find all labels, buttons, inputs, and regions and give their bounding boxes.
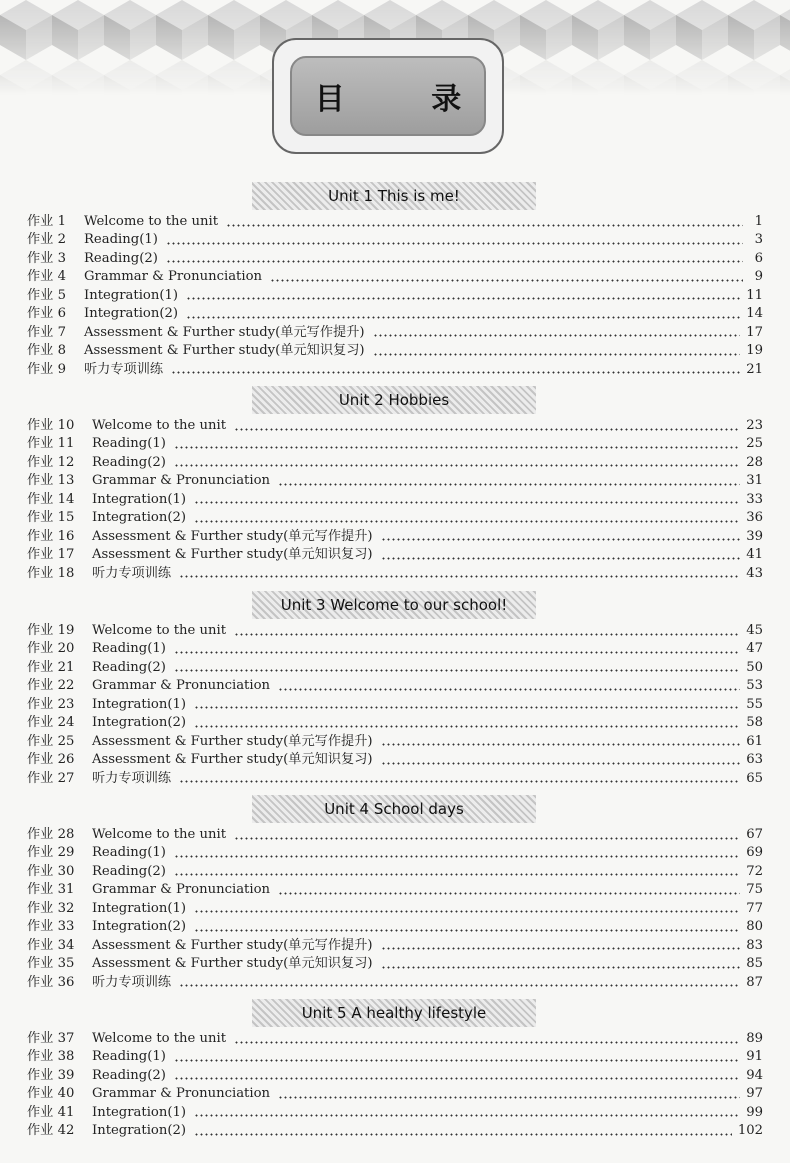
toc-entry[interactable] bbox=[27, 955, 763, 973]
homework-number: 作业 32 bbox=[27, 900, 75, 916]
dot-leader bbox=[174, 446, 740, 449]
dot-leader bbox=[179, 780, 740, 783]
page-number: 11 bbox=[746, 287, 763, 303]
homework-number: 作业 6 bbox=[27, 306, 66, 322]
dot-leader bbox=[278, 483, 740, 486]
lesson-title: Assessment & Further study(单元知识复习) bbox=[84, 343, 365, 359]
homework-number: 作业 25 bbox=[27, 733, 75, 749]
toc-entry[interactable] bbox=[27, 509, 763, 527]
dot-leader bbox=[234, 837, 740, 840]
toc-entry[interactable] bbox=[27, 268, 763, 286]
dot-leader bbox=[234, 428, 740, 431]
toc-entry[interactable] bbox=[27, 528, 763, 546]
lesson-title: Reading(1) bbox=[92, 845, 166, 861]
homework-number: 作业 21 bbox=[27, 659, 75, 675]
homework-number: 作业 31 bbox=[27, 882, 75, 898]
page-number: 23 bbox=[746, 418, 763, 433]
page-number: 28 bbox=[746, 454, 763, 470]
lesson-title: 听力专项训练 bbox=[84, 361, 164, 377]
toc-entry[interactable] bbox=[27, 863, 763, 881]
page-number: 43 bbox=[746, 565, 763, 581]
dot-leader bbox=[194, 706, 740, 709]
page-number: 1 bbox=[754, 214, 763, 229]
page-number: 80 bbox=[746, 919, 763, 935]
lesson-title: Welcome to the unit bbox=[84, 214, 219, 229]
lesson-title: Welcome to the unit bbox=[92, 1031, 227, 1046]
toc-entry[interactable] bbox=[27, 677, 763, 695]
homework-number: 作业 33 bbox=[27, 919, 75, 935]
homework-number: 作业 23 bbox=[27, 696, 75, 712]
homework-number: 作业 13 bbox=[27, 473, 75, 489]
page-number: 45 bbox=[746, 623, 763, 638]
toc-entry[interactable] bbox=[27, 881, 763, 899]
homework-number: 作业 3 bbox=[27, 250, 66, 266]
toc-entry[interactable] bbox=[27, 213, 763, 231]
lesson-title: Grammar & Pronunciation bbox=[92, 1086, 271, 1102]
lesson-title: Reading(1) bbox=[84, 232, 158, 248]
homework-number: 作业 1 bbox=[27, 214, 66, 229]
page-number: 14 bbox=[746, 306, 763, 322]
lesson-title: Welcome to the unit bbox=[92, 418, 227, 433]
unit-header: Unit 4 School days bbox=[252, 795, 536, 823]
toc-entry[interactable] bbox=[27, 1067, 763, 1085]
page-number: 87 bbox=[746, 974, 763, 990]
toc-entry[interactable] bbox=[27, 342, 763, 360]
homework-number: 作业 8 bbox=[27, 343, 66, 359]
homework-number: 作业 36 bbox=[27, 974, 75, 990]
toc-entry[interactable] bbox=[27, 324, 763, 342]
lesson-title: Integration(2) bbox=[92, 510, 187, 526]
toc-entry[interactable] bbox=[27, 361, 763, 379]
toc-entry[interactable] bbox=[27, 1085, 763, 1103]
homework-number: 作业 7 bbox=[27, 324, 66, 340]
homework-number: 作业 16 bbox=[27, 528, 75, 544]
dot-leader bbox=[179, 984, 740, 987]
toc-entry[interactable] bbox=[27, 565, 763, 583]
page-number: 53 bbox=[746, 678, 763, 694]
toc-entry[interactable] bbox=[27, 622, 763, 640]
dot-leader bbox=[278, 1096, 740, 1099]
dot-leader bbox=[174, 669, 740, 672]
dot-leader bbox=[174, 464, 740, 467]
homework-number: 作业 41 bbox=[27, 1104, 75, 1120]
page-number: 65 bbox=[746, 770, 763, 786]
homework-number: 作业 2 bbox=[27, 232, 66, 248]
homework-number: 作业 10 bbox=[27, 418, 75, 433]
page-title: 目 录 bbox=[314, 82, 500, 117]
toc-entry[interactable] bbox=[27, 844, 763, 862]
page-number: 83 bbox=[746, 937, 763, 953]
lesson-title: Grammar & Pronunciation bbox=[92, 473, 271, 489]
dot-leader bbox=[278, 688, 740, 691]
lesson-title: Grammar & Pronunciation bbox=[84, 269, 263, 285]
lesson-title: Integration(2) bbox=[92, 919, 187, 935]
lesson-title: Reading(2) bbox=[92, 1067, 166, 1083]
page-number: 47 bbox=[746, 641, 763, 657]
dot-leader bbox=[174, 873, 740, 876]
page-number: 6 bbox=[754, 250, 763, 266]
dot-leader bbox=[174, 1059, 740, 1062]
page-number: 102 bbox=[737, 1123, 763, 1139]
page-number: 9 bbox=[754, 269, 763, 285]
homework-number: 作业 18 bbox=[27, 565, 75, 581]
page-number: 89 bbox=[746, 1031, 763, 1046]
dot-leader bbox=[278, 892, 740, 895]
lesson-title: Reading(1) bbox=[92, 1049, 166, 1065]
toc-entry[interactable] bbox=[27, 659, 763, 677]
lesson-title: Integration(1) bbox=[84, 287, 179, 303]
page-number: 39 bbox=[746, 528, 763, 544]
page-number: 33 bbox=[746, 491, 763, 507]
page-number: 58 bbox=[746, 715, 763, 731]
lesson-title: 听力专项训练 bbox=[92, 974, 172, 990]
page-number: 94 bbox=[746, 1067, 763, 1083]
dot-leader bbox=[234, 1041, 740, 1044]
toc-entry[interactable] bbox=[27, 454, 763, 472]
homework-number: 作业 38 bbox=[27, 1049, 75, 1065]
dot-leader bbox=[226, 224, 743, 227]
toc-entry[interactable] bbox=[27, 918, 763, 936]
homework-number: 作业 27 bbox=[27, 770, 75, 786]
toc-entry[interactable] bbox=[27, 1104, 763, 1122]
toc-entry[interactable] bbox=[27, 1048, 763, 1066]
homework-number: 作业 28 bbox=[27, 827, 75, 842]
dot-leader bbox=[166, 260, 743, 263]
dot-leader bbox=[194, 1114, 740, 1117]
dot-leader bbox=[174, 1077, 740, 1080]
toc-entry[interactable] bbox=[27, 714, 763, 732]
toc-entry[interactable] bbox=[27, 546, 763, 564]
unit-header: Unit 2 Hobbies bbox=[252, 386, 536, 414]
homework-number: 作业 22 bbox=[27, 678, 75, 694]
toc-entry[interactable] bbox=[27, 696, 763, 714]
homework-number: 作业 26 bbox=[27, 752, 75, 768]
homework-number: 作业 39 bbox=[27, 1067, 75, 1083]
title-plate bbox=[272, 38, 504, 154]
page-number: 19 bbox=[746, 343, 763, 359]
homework-number: 作业 19 bbox=[27, 623, 75, 638]
page-number: 21 bbox=[746, 361, 763, 377]
homework-number: 作业 35 bbox=[27, 956, 75, 972]
page-number: 41 bbox=[746, 547, 763, 563]
dot-leader bbox=[270, 279, 743, 282]
lesson-title: Assessment & Further study(单元知识复习) bbox=[92, 752, 373, 768]
lesson-title: Welcome to the unit bbox=[92, 827, 227, 842]
dot-leader bbox=[174, 855, 740, 858]
dot-leader bbox=[186, 316, 740, 319]
homework-number: 作业 37 bbox=[27, 1031, 75, 1046]
toc-entry[interactable] bbox=[27, 287, 763, 305]
lesson-title: Integration(2) bbox=[92, 715, 187, 731]
page-number: 55 bbox=[746, 696, 763, 712]
homework-number: 作业 40 bbox=[27, 1086, 75, 1102]
toc-entry[interactable] bbox=[27, 826, 763, 844]
toc-entry[interactable] bbox=[27, 250, 763, 268]
homework-number: 作业 42 bbox=[27, 1123, 75, 1139]
lesson-title: Assessment & Further study(单元写作提升) bbox=[92, 733, 373, 749]
page-number: 63 bbox=[746, 752, 763, 768]
page-number: 91 bbox=[746, 1049, 763, 1065]
homework-number: 作业 29 bbox=[27, 845, 75, 861]
lesson-title: Reading(1) bbox=[92, 436, 166, 452]
lesson-title: Assessment & Further study(单元知识复习) bbox=[92, 547, 373, 563]
homework-number: 作业 9 bbox=[27, 361, 66, 377]
toc-entry[interactable] bbox=[27, 417, 763, 435]
page-number: 36 bbox=[746, 510, 763, 526]
dot-leader bbox=[234, 633, 740, 636]
dot-leader bbox=[373, 353, 741, 356]
homework-number: 作业 30 bbox=[27, 863, 75, 879]
dot-leader bbox=[381, 947, 741, 950]
lesson-title: Grammar & Pronunciation bbox=[92, 678, 271, 694]
lesson-title: Integration(1) bbox=[92, 900, 187, 916]
homework-number: 作业 12 bbox=[27, 454, 75, 470]
toc-entry[interactable] bbox=[27, 900, 763, 918]
unit-header: Unit 3 Welcome to our school! bbox=[252, 591, 536, 619]
lesson-title: Reading(2) bbox=[92, 863, 166, 879]
page-number: 61 bbox=[746, 733, 763, 749]
homework-number: 作业 34 bbox=[27, 937, 75, 953]
lesson-title: Reading(2) bbox=[84, 250, 158, 266]
lesson-title: Reading(1) bbox=[92, 641, 166, 657]
lesson-title: Welcome to the unit bbox=[92, 623, 227, 638]
dot-leader bbox=[166, 242, 743, 245]
homework-number: 作业 5 bbox=[27, 287, 66, 303]
dot-leader bbox=[381, 538, 741, 541]
toc-entry[interactable] bbox=[27, 974, 763, 992]
lesson-title: 听力专项训练 bbox=[92, 770, 172, 786]
homework-number: 作业 15 bbox=[27, 510, 75, 526]
lesson-title: Assessment & Further study(单元写作提升) bbox=[92, 937, 373, 953]
page-number: 77 bbox=[746, 900, 763, 916]
toc-entry[interactable] bbox=[27, 1122, 763, 1140]
unit-header: Unit 1 This is me! bbox=[252, 182, 536, 210]
page-number: 3 bbox=[754, 232, 763, 248]
homework-number: 作业 4 bbox=[27, 269, 66, 285]
page-number: 85 bbox=[746, 956, 763, 972]
lesson-title: 听力专项训练 bbox=[92, 565, 172, 581]
lesson-title: Integration(2) bbox=[92, 1123, 187, 1139]
homework-number: 作业 20 bbox=[27, 641, 75, 657]
page-number: 50 bbox=[746, 659, 763, 675]
dot-leader bbox=[381, 762, 741, 765]
page-number: 25 bbox=[746, 436, 763, 452]
dot-leader bbox=[186, 297, 740, 300]
toc-entry[interactable] bbox=[27, 937, 763, 955]
toc-entry[interactable] bbox=[27, 733, 763, 751]
lesson-title: Grammar & Pronunciation bbox=[92, 882, 271, 898]
title-plate-inner bbox=[290, 56, 500, 136]
dot-leader bbox=[179, 575, 740, 578]
page-number: 69 bbox=[746, 845, 763, 861]
toc-entry[interactable] bbox=[27, 1030, 763, 1048]
homework-number: 作业 14 bbox=[27, 491, 75, 507]
dot-leader bbox=[171, 371, 740, 374]
dot-leader bbox=[373, 334, 741, 337]
homework-number: 作业 24 bbox=[27, 715, 75, 731]
dot-leader bbox=[194, 501, 740, 504]
dot-leader bbox=[194, 910, 740, 913]
page-number: 67 bbox=[746, 827, 763, 842]
lesson-title: Integration(1) bbox=[92, 1104, 187, 1120]
toc-entry[interactable] bbox=[27, 435, 763, 453]
lesson-title: Assessment & Further study(单元知识复习) bbox=[92, 956, 373, 972]
page-number: 17 bbox=[746, 324, 763, 340]
homework-number: 作业 17 bbox=[27, 547, 75, 563]
toc-entry[interactable] bbox=[27, 491, 763, 509]
dot-leader bbox=[381, 743, 741, 746]
lesson-title: Integration(2) bbox=[84, 306, 179, 322]
dot-leader bbox=[381, 966, 741, 969]
page-number: 97 bbox=[746, 1086, 763, 1102]
page-number: 75 bbox=[746, 882, 763, 898]
toc-entry[interactable] bbox=[27, 305, 763, 323]
toc-entry[interactable] bbox=[27, 231, 763, 249]
dot-leader bbox=[381, 557, 741, 560]
lesson-title: Integration(1) bbox=[92, 491, 187, 507]
toc-entry[interactable] bbox=[27, 770, 763, 788]
homework-number: 作业 11 bbox=[27, 436, 75, 452]
toc-entry[interactable] bbox=[27, 640, 763, 658]
lesson-title: Reading(2) bbox=[92, 454, 166, 470]
page-number: 99 bbox=[746, 1104, 763, 1120]
dot-leader bbox=[174, 651, 740, 654]
toc-entry[interactable] bbox=[27, 472, 763, 490]
page-number: 31 bbox=[746, 473, 763, 489]
lesson-title: Integration(1) bbox=[92, 696, 187, 712]
dot-leader bbox=[194, 520, 740, 523]
dot-leader bbox=[194, 725, 740, 728]
lesson-title: Assessment & Further study(单元写作提升) bbox=[92, 528, 373, 544]
page-number: 72 bbox=[746, 863, 763, 879]
toc-entry[interactable] bbox=[27, 751, 763, 769]
dot-leader bbox=[194, 929, 740, 932]
dot-leader bbox=[194, 1133, 732, 1136]
lesson-title: Reading(2) bbox=[92, 659, 166, 675]
unit-header: Unit 5 A healthy lifestyle bbox=[252, 999, 536, 1027]
lesson-title: Assessment & Further study(单元写作提升) bbox=[84, 324, 365, 340]
